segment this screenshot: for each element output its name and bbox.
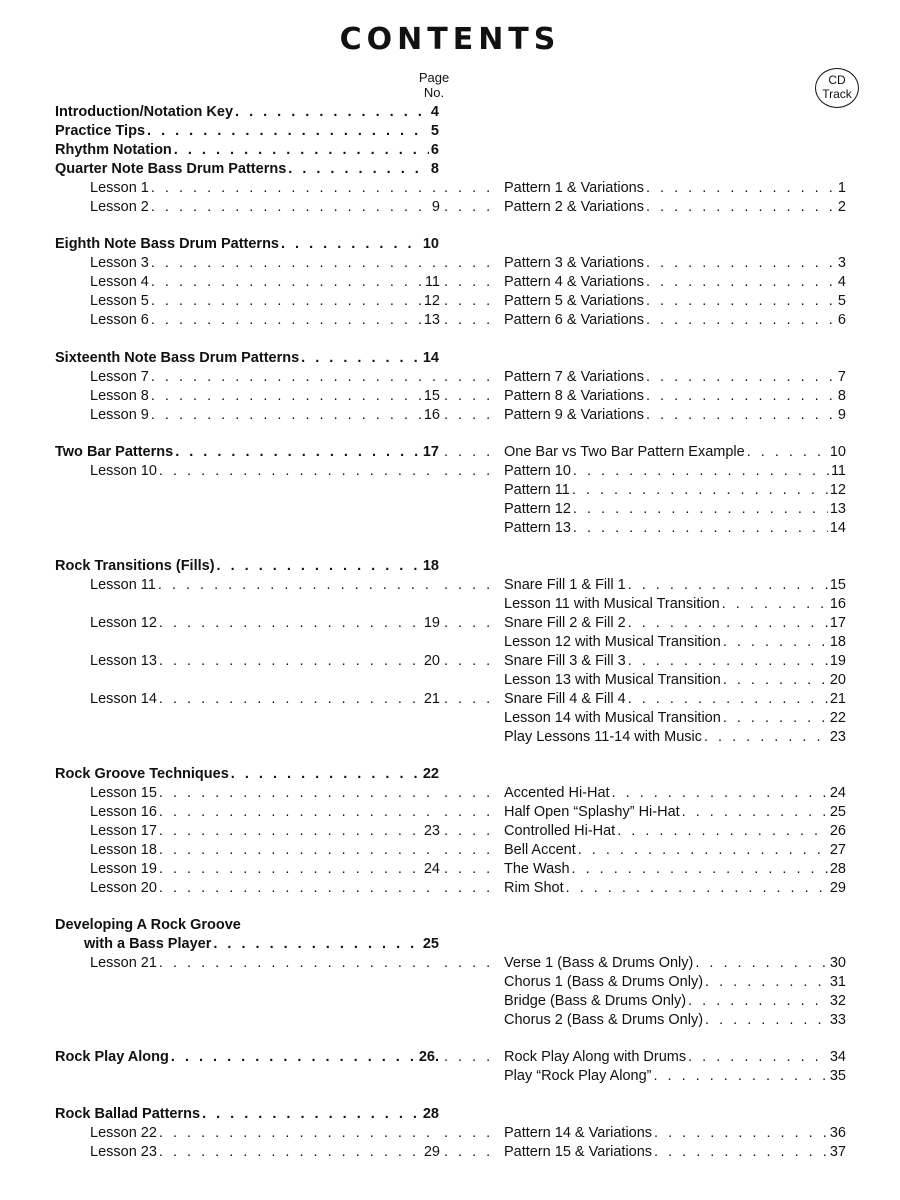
toc-track-14[interactable] <box>0 520 900 539</box>
toc-track-16[interactable] <box>0 596 900 615</box>
toc-lesson-1[interactable] <box>0 180 900 199</box>
lesson-page: 16 <box>423 407 440 423</box>
lesson-label: Lesson 22 <box>90 1125 157 1141</box>
lesson-label: Lesson 15 <box>90 785 157 801</box>
lesson-label: Lesson 6 <box>90 312 149 328</box>
lesson-label: Lesson 20 <box>90 880 157 896</box>
track-number: 4 <box>837 274 846 290</box>
lesson-label: Lesson 14 <box>90 691 157 707</box>
section-page: 17 <box>422 444 439 460</box>
lesson-label: Lesson 10 <box>90 463 157 479</box>
section-title: Quarter Note Bass Drum Patterns <box>55 161 287 177</box>
lesson-label: Lesson 11 <box>90 577 156 593</box>
entry-page: 6 <box>430 142 439 158</box>
track-number: 1 <box>837 180 846 196</box>
track-title: Play Lessons 11-14 with Music <box>504 729 702 745</box>
track-title: Lesson 11 with Musical Transition <box>504 596 720 612</box>
toc-lesson-11[interactable] <box>0 577 900 596</box>
lesson-label: Lesson 2 <box>90 199 149 215</box>
track-number: 3 <box>837 255 846 271</box>
cd-track-badge <box>815 68 859 108</box>
toc-lesson-18[interactable] <box>0 842 900 861</box>
toc-lesson-15[interactable] <box>0 785 900 804</box>
lesson-label: Lesson 3 <box>90 255 149 271</box>
toc-entry-rhythm-notation[interactable] <box>0 142 900 161</box>
track-title: Snare Fill 3 & Fill 3 <box>504 653 626 669</box>
lesson-page: 23 <box>423 823 440 839</box>
track-title: Pattern 6 & Variations <box>504 312 644 328</box>
track-title: Pattern 10 <box>504 463 571 479</box>
track-title: Snare Fill 1 & Fill 1 <box>504 577 626 593</box>
toc-track-22[interactable] <box>0 710 900 729</box>
track-title: Bridge (Bass & Drums Only) <box>504 993 687 1009</box>
lesson-label: Lesson 9 <box>90 407 149 423</box>
lesson-page: 12 <box>423 293 440 309</box>
entry-title: Introduction/Notation Key <box>55 104 234 120</box>
toc-lesson-5[interactable] <box>0 293 900 312</box>
toc-track-12[interactable] <box>0 482 900 501</box>
track-title: Verse 1 (Bass & Drums Only) <box>504 955 694 971</box>
track-title: Pattern 8 & Variations <box>504 388 644 404</box>
track-number: 19 <box>829 653 846 669</box>
lesson-page: 24 <box>423 861 440 877</box>
page-number-header <box>412 70 456 100</box>
track-title: Pattern 11 <box>504 482 570 498</box>
section-page: 14 <box>422 350 439 366</box>
toc-lesson-2[interactable] <box>0 199 900 218</box>
lesson-page: 11 <box>424 274 440 290</box>
track-number: 30 <box>829 955 846 971</box>
track-number: 8 <box>837 388 846 404</box>
page-header-line2: No. <box>423 85 445 100</box>
track-number: 33 <box>829 1012 846 1028</box>
track-title: Controlled Hi-Hat <box>504 823 616 839</box>
track-title: Lesson 12 with Musical Transition <box>504 634 721 650</box>
track-title: Play “Rock Play Along” <box>504 1068 652 1084</box>
track-title: Pattern 2 & Variations <box>504 199 644 215</box>
track-number: 21 <box>829 691 846 707</box>
track-title: Pattern 15 & Variations <box>504 1144 653 1160</box>
lesson-label: Lesson 23 <box>90 1144 157 1160</box>
toc-section-rock-play-along[interactable] <box>0 1049 900 1068</box>
section-title: Rock Ballad Patterns <box>55 1106 201 1122</box>
toc-lesson-3[interactable] <box>0 255 900 274</box>
track-title: Lesson 13 with Musical Transition <box>504 672 721 688</box>
toc-section-rock-ballad[interactable] <box>0 1106 900 1125</box>
toc-section-quarter-note[interactable] <box>0 161 900 180</box>
track-number: 37 <box>829 1144 846 1160</box>
track-number: 11 <box>830 463 846 479</box>
toc-lesson-17[interactable] <box>0 823 900 842</box>
toc-track-35[interactable] <box>0 1068 900 1087</box>
entry-title: Practice Tips <box>55 123 146 139</box>
entry-page: 5 <box>430 123 439 139</box>
toc-track-13[interactable] <box>0 501 900 520</box>
lesson-label: Lesson 17 <box>90 823 157 839</box>
toc-section-rock-groove[interactable] <box>0 766 900 785</box>
section-page: 8 <box>430 161 439 177</box>
lesson-label: Lesson 7 <box>90 369 149 385</box>
track-title: One Bar vs Two Bar Pattern Example <box>504 444 745 460</box>
toc-lesson-13[interactable] <box>0 653 900 672</box>
track-title: Pattern 9 & Variations <box>504 407 644 423</box>
page-header-line1: Page <box>418 70 450 85</box>
lesson-page: 29 <box>423 1144 440 1160</box>
track-title: Pattern 14 & Variations <box>504 1125 653 1141</box>
cd-badge-line1: CD <box>828 73 846 87</box>
page-title: CONTENTS <box>339 22 561 57</box>
track-number: 16 <box>829 596 846 612</box>
track-number: 22 <box>829 710 846 726</box>
track-number: 17 <box>829 615 846 631</box>
track-title: Snare Fill 2 & Fill 2 <box>504 615 626 631</box>
toc-track-31[interactable] <box>0 974 900 993</box>
lesson-page: 15 <box>423 388 440 404</box>
toc-lesson-12[interactable] <box>0 615 900 634</box>
track-number: 29 <box>829 880 846 896</box>
track-number: 15 <box>829 577 846 593</box>
toc-track-33[interactable] <box>0 1012 900 1031</box>
track-title: The Wash <box>504 861 570 877</box>
toc-lesson-16[interactable] <box>0 804 900 823</box>
lesson-page: 13 <box>423 312 440 328</box>
toc-entry-introduction[interactable] <box>0 104 900 123</box>
section-title: Two Bar Patterns <box>55 444 174 460</box>
track-number: 35 <box>829 1068 846 1084</box>
track-number: 14 <box>829 520 846 536</box>
toc-lesson-6[interactable] <box>0 312 900 331</box>
toc-lesson-21[interactable] <box>0 955 900 974</box>
track-title: Pattern 5 & Variations <box>504 293 644 309</box>
track-number: 36 <box>829 1125 846 1141</box>
toc-lesson-4[interactable] <box>0 274 900 293</box>
track-number: 2 <box>837 199 846 215</box>
track-number: 24 <box>829 785 846 801</box>
toc-section-rock-transitions[interactable] <box>0 558 900 577</box>
toc-entry-practice-tips[interactable] <box>0 123 900 142</box>
track-number: 32 <box>829 993 846 1009</box>
track-title: Pattern 12 <box>504 501 571 517</box>
lesson-label: Lesson 8 <box>90 388 149 404</box>
lesson-label: Lesson 12 <box>90 615 157 631</box>
entry-page: 4 <box>430 104 439 120</box>
track-number: 12 <box>829 482 846 498</box>
toc-lesson-20[interactable] <box>0 880 900 899</box>
track-number: 6 <box>837 312 846 328</box>
toc-track-18[interactable] <box>0 634 900 653</box>
lesson-label: Lesson 19 <box>90 861 157 877</box>
lesson-page: 21 <box>423 691 440 707</box>
track-title: Bell Accent <box>504 842 576 858</box>
track-title: Pattern 13 <box>504 520 571 536</box>
toc-lesson-14[interactable] <box>0 691 900 710</box>
lesson-label: Lesson 1 <box>90 180 149 196</box>
track-number: 26 <box>829 823 846 839</box>
toc-lesson-8[interactable] <box>0 388 900 407</box>
toc-track-23[interactable] <box>0 729 900 748</box>
track-number: 34 <box>829 1049 846 1065</box>
section-page: 26. <box>418 1049 439 1065</box>
toc-lesson-9[interactable] <box>0 407 900 426</box>
track-number: 25 <box>829 804 846 820</box>
track-number: 13 <box>829 501 846 517</box>
section-page: 22 <box>422 766 439 782</box>
toc-lesson-22[interactable] <box>0 1125 900 1144</box>
track-number: 10 <box>829 444 846 460</box>
section-title: Sixteenth Note Bass Drum Patterns <box>55 350 300 366</box>
lesson-label: Lesson 5 <box>90 293 149 309</box>
entry-title: Rhythm Notation <box>55 142 172 158</box>
track-title: Lesson 14 with Musical Transition <box>504 710 721 726</box>
lesson-page: 20 <box>423 653 440 669</box>
toc-lesson-7[interactable] <box>0 369 900 388</box>
section-title: Rock Groove Techniques <box>55 766 229 782</box>
toc-section-developing-groove-line2[interactable] <box>0 936 900 955</box>
lesson-label: Lesson 21 <box>90 955 157 971</box>
track-number: 5 <box>837 293 846 309</box>
track-title: Pattern 7 & Variations <box>504 369 644 385</box>
toc-lesson-10[interactable] <box>0 463 900 482</box>
section-title: Eighth Note Bass Drum Patterns <box>55 236 279 252</box>
track-title: Chorus 1 (Bass & Drums Only) <box>504 974 704 990</box>
track-title: Half Open “Splashy” Hi-Hat <box>504 804 680 820</box>
track-title: Pattern 3 & Variations <box>504 255 644 271</box>
toc-lesson-23[interactable] <box>0 1144 900 1163</box>
track-title: Rim Shot <box>504 880 564 896</box>
track-title: Chorus 2 (Bass & Drums Only) <box>504 1012 704 1028</box>
lesson-label: Lesson 4 <box>90 274 149 290</box>
lesson-label: Lesson 13 <box>90 653 157 669</box>
track-number: 9 <box>837 407 846 423</box>
section-title: Rock Transitions (Fills) <box>55 558 215 574</box>
track-title: Pattern 4 & Variations <box>504 274 644 290</box>
track-title: Snare Fill 4 & Fill 4 <box>504 691 626 707</box>
section-title-line2: with a Bass Player <box>84 936 212 952</box>
track-number: 20 <box>829 672 846 688</box>
track-title: Rock Play Along with Drums <box>504 1049 687 1065</box>
section-page: 10 <box>422 236 439 252</box>
track-number: 28 <box>829 861 846 877</box>
track-number: 27 <box>829 842 846 858</box>
toc-section-eighth-note[interactable] <box>0 236 900 255</box>
section-title-line1: Developing A Rock Groove <box>55 917 241 933</box>
track-number: 31 <box>829 974 846 990</box>
track-number: 18 <box>829 634 846 650</box>
toc-section-two-bar[interactable] <box>0 444 900 463</box>
track-title: Accented Hi-Hat <box>504 785 610 801</box>
section-page: 18 <box>422 558 439 574</box>
track-title: Pattern 1 & Variations <box>504 180 644 196</box>
toc-lesson-19[interactable] <box>0 861 900 880</box>
toc-track-32[interactable] <box>0 993 900 1012</box>
cd-badge-line2: Track <box>822 87 852 101</box>
toc-track-20[interactable] <box>0 672 900 691</box>
lesson-label: Lesson 18 <box>90 842 157 858</box>
section-page: 25 <box>422 936 439 952</box>
section-page: 28 <box>422 1106 439 1122</box>
lesson-page: 9 <box>431 199 440 215</box>
lesson-page: 19 <box>423 615 440 631</box>
toc-section-developing-groove[interactable] <box>0 917 900 936</box>
toc-section-sixteenth-note[interactable] <box>0 350 900 369</box>
lesson-label: Lesson 16 <box>90 804 157 820</box>
track-number: 7 <box>837 369 846 385</box>
section-title: Rock Play Along <box>55 1049 169 1065</box>
track-number: 23 <box>829 729 846 745</box>
